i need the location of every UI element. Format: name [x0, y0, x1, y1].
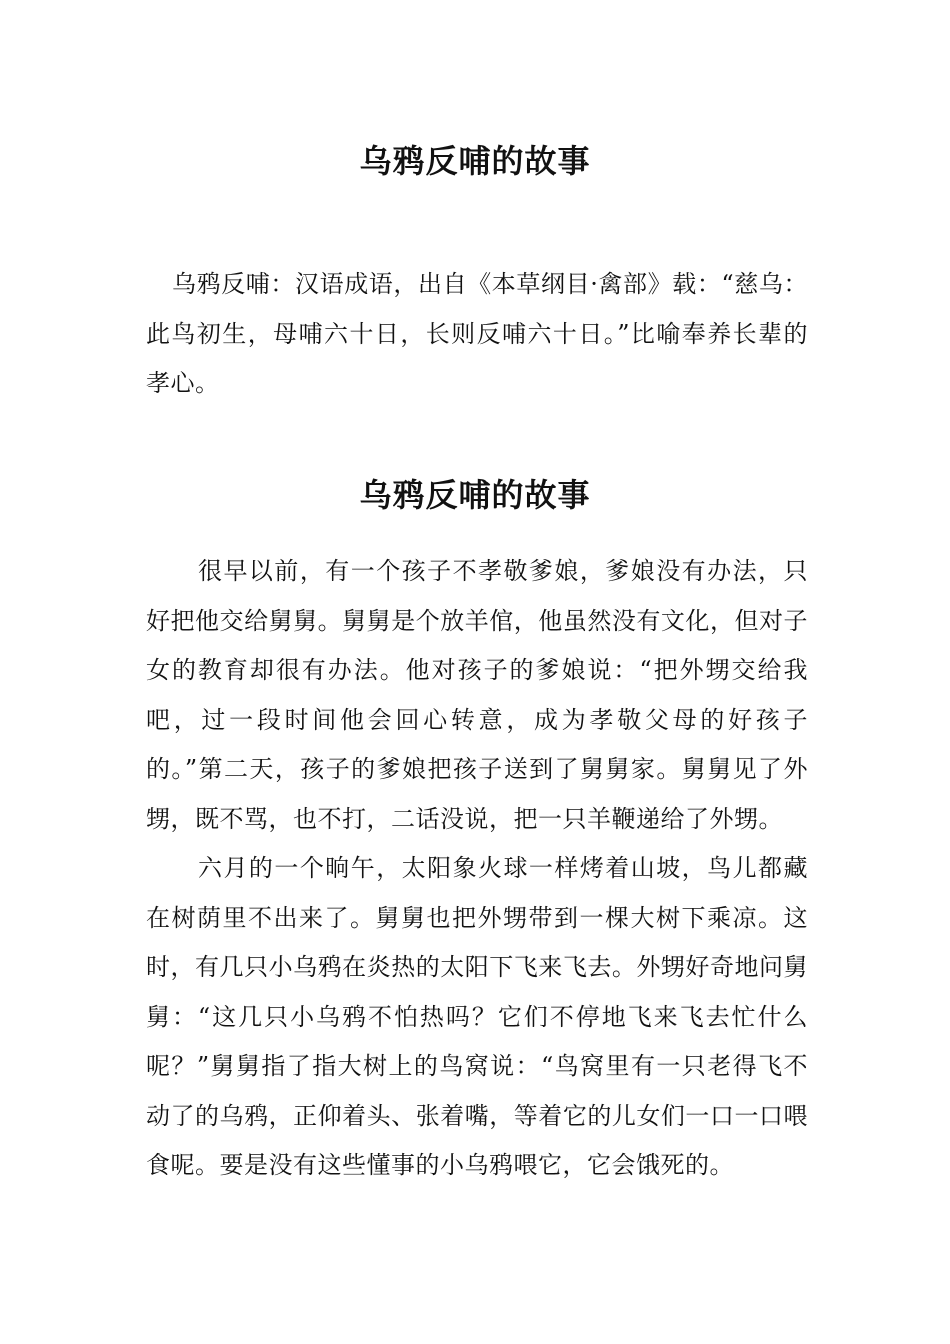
intro-paragraph: 乌鸦反哺：汉语成语，出自《本草纲目·禽部》载：“慈乌：此鸟初生，母哺六十日，长则反哺六十日。”比喻奉养长辈的孝心。 [146, 270, 808, 397]
story-title: 乌鸦反哺的故事 [359, 476, 591, 514]
story-paragraph: 六月的一个晌午，太阳象火球一样烤着山坡，鸟儿都藏在树荫里不出来了。舅舅也把外甥带到一棵大树下乘凉。这时，有几只小乌鸦在炎热的太阳下飞来飞去。外甥好奇地问舅舅：“这几只小乌鸦不怕热吗？它们不停地飞来飞去忙什么呢？”舅舅指了指大树上的鸟窝说：“鸟窝里有一只老得飞不动了的乌鸦，正仰着头、张着嘴，等着它的儿女们一口一口喂食呢。要是没有这些懂事的小乌鸦喂它，它会饿死的。 [146, 854, 808, 1179]
story-paragraph: 很早以前，有一个孩子不孝敬爹娘，爹娘没有办法，只好把他交给舅舅。舅舅是个放羊倌，他虽然没有文化，但对子女的教育却很有办法。他对孩子的爹娘说：“把外甥交给我吧，过一段时间他会回心转意，成为孝敬父母的好孩子的。”第二天，孩子的爹娘把孩子送到了舅舅家。舅舅见了外甥，既不骂，也不打，二话没说，把一只羊鞭递给了外甥。 [146, 557, 808, 833]
document-title: 乌鸦反哺的故事 [359, 142, 591, 180]
